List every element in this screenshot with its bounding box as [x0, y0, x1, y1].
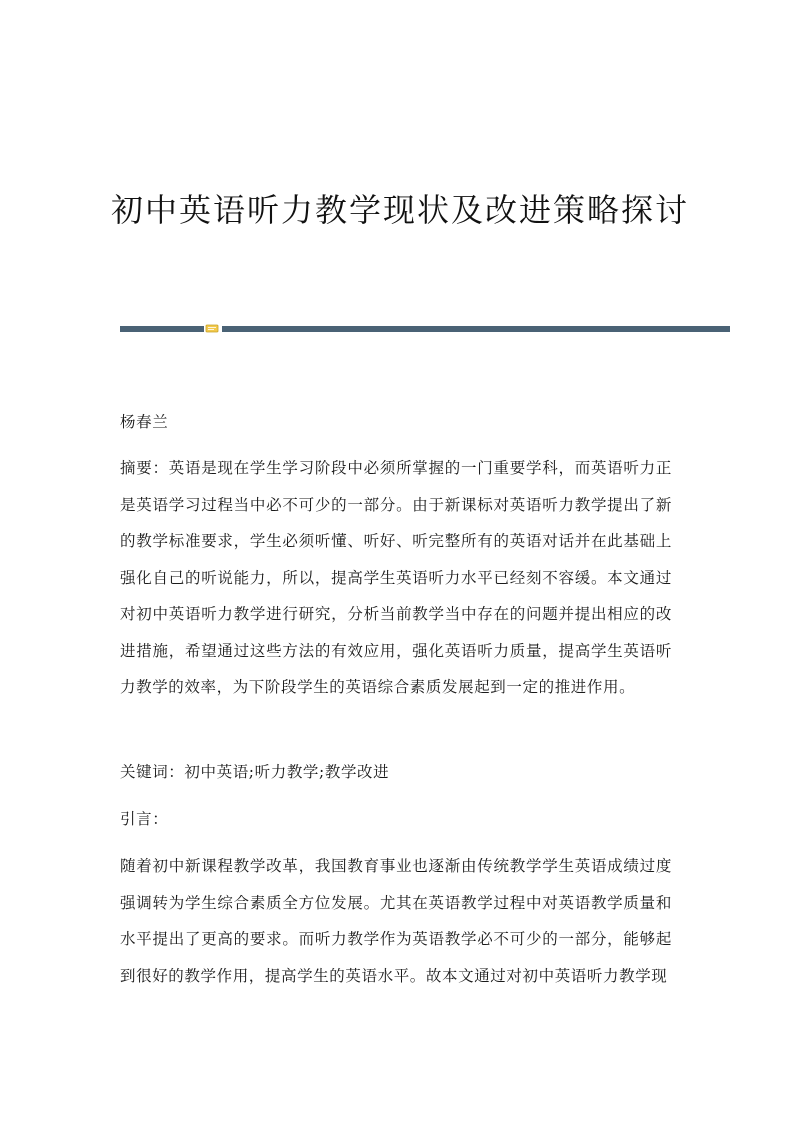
intro-paragraph: 随着初中新课程教学改革，我国教育事业也逐渐由传统教学学生英语成绩过度强调转为学生综合素质全方位发展。尤其在英语教学过程中对英语教学质量和水平提出了更高的要求。而听力教学作为英语教学必不可少的一部分，能够起到很好的教学作用，提高学生的英语水平。故本文通过对初中英语听力教学现 [120, 857, 672, 985]
abstract-paragraph: 摘要：英语是现在学生学习阶段中必须所掌握的一门重要学科，而英语听力正是英语学习过程当中必不可少的一部分。由于新课标对英语听力教学提出了新的教学标准要求，学生必须听懂、听好、听完整所有的英语对话并在此基础上强化自己的听说能力，所以，提高学生英语听力水平已经刻不容缓。本文通过对初中英语听力教学进行研究，分析当前教学当中存在的问题并提出相应的改进措施，希望通过这些方法的有效应用，强化英语听力质量，提高学生英语听力教学的效率，为下阶段学生的英语综合素质发展起到一定的推进作用。 [120, 459, 672, 696]
pencil-icon [205, 322, 219, 334]
document-title: 初中英语听力教学现状及改进策略探讨 [110, 191, 689, 229]
title-divider-left [120, 326, 204, 332]
author-name: 杨春兰 [120, 413, 169, 431]
keywords-line: 关键词：初中英语;听力教学;教学改进 [120, 763, 390, 781]
title-divider-right [222, 326, 730, 332]
intro-heading: 引言： [120, 810, 169, 828]
